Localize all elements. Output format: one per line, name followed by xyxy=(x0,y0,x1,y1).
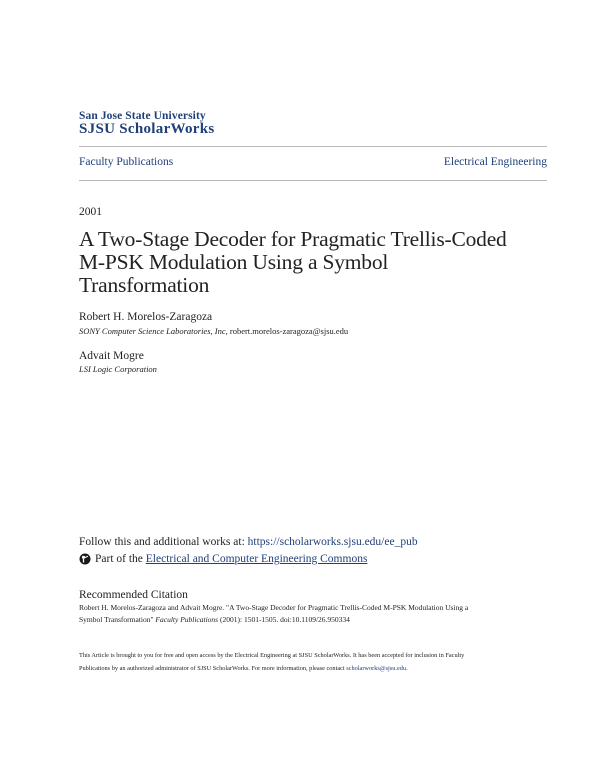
title-line-1: A Two-Stage Decoder for Pragmatic Trellis-Coded xyxy=(79,227,507,251)
author-name: Robert H. Morelos-Zaragoza xyxy=(79,311,213,323)
university-name[interactable]: San Jose State University xyxy=(79,110,206,122)
recommended-citation-heading: Recommended Citation xyxy=(79,589,188,601)
paper-title xyxy=(79,228,549,297)
author-email: , robert.morelos-zaragoza@sjsu.edu xyxy=(225,326,349,336)
publication-year: 2001 xyxy=(79,206,102,218)
electrical-engineering-link[interactable]: Electrical Engineering xyxy=(443,156,547,168)
citation-text xyxy=(79,602,549,625)
title-line-3: Transformation xyxy=(79,273,210,297)
repository-name[interactable]: SJSU ScholarWorks xyxy=(79,121,215,137)
header-divider xyxy=(79,146,547,147)
follow-url-link[interactable]: https://scholarworks.sjsu.edu/ee_pub xyxy=(247,536,418,548)
affiliation-org: SONY Computer Science Laboratories, Inc xyxy=(79,326,226,336)
footer-line-2-text: Publications by an authorized administrator of SJSU ScholarWorks. For more information, please contact xyxy=(79,664,347,672)
follow-prefix: Follow this and additional works at: xyxy=(79,536,248,548)
citation-doi: (2001): 1501-1505. doi:10.1109/26.950334 xyxy=(218,614,350,624)
follow-line xyxy=(79,536,418,548)
contact-email-link[interactable]: scholarworks@sjsu.edu xyxy=(346,664,407,672)
footer-line-2 xyxy=(79,663,549,676)
affiliation-org: LSI Logic Corporation xyxy=(79,364,157,374)
title-line-2: M-PSK Modulation Using a Symbol xyxy=(79,250,389,274)
author-affiliation xyxy=(79,364,157,374)
author-affiliation xyxy=(79,326,348,336)
faculty-publications-link[interactable]: Faculty Publications xyxy=(79,156,174,168)
citation-source: Faculty Publications xyxy=(155,614,219,624)
footer-period: . xyxy=(406,664,408,672)
footer-line-1: This Article is brought to you for free and open access by the Electrical Engineering at SJSU ScholarWorks. It has been accepted for inclusion in Faculty xyxy=(79,652,465,659)
footer-notice xyxy=(79,650,549,675)
citation-line-1: Robert H. Morelos-Zaragoza and Advait Mogre. "A Two-Stage Decoder for Pragmatic Trellis-Coded M-PSK Modulation Using a xyxy=(79,603,469,612)
commons-link[interactable]: Electrical and Computer Engineering Commons xyxy=(145,553,368,565)
citation-title-end: Symbol Transformation" xyxy=(79,614,156,624)
part-of-line xyxy=(79,553,367,565)
nav-divider xyxy=(79,180,547,181)
network-commons-icon xyxy=(79,553,91,565)
part-of-prefix: Part of the xyxy=(95,553,143,565)
author-name: Advait Mogre xyxy=(79,350,144,362)
citation-line-2 xyxy=(79,614,549,626)
